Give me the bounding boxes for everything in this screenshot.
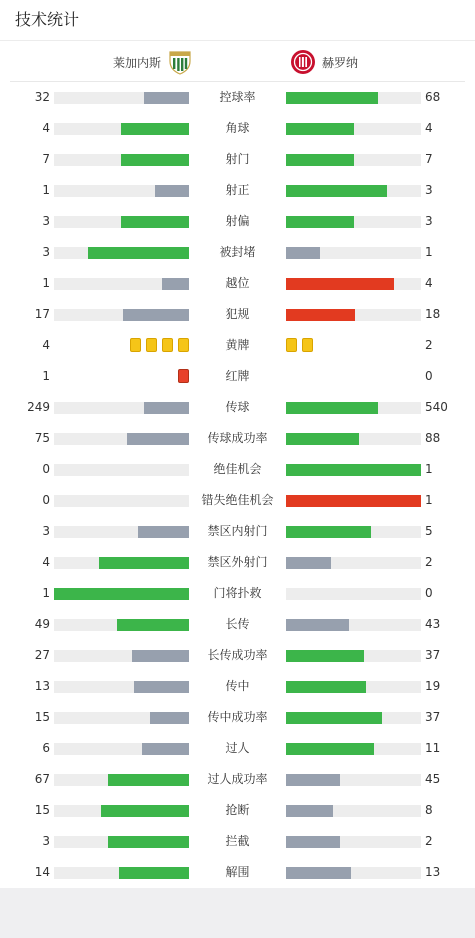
away-bar-fill xyxy=(286,805,333,817)
home-red-cards xyxy=(178,369,189,383)
away-yellow-cards xyxy=(286,338,313,352)
away-bar-track xyxy=(286,123,421,135)
stat-label: 禁区内射门 xyxy=(207,524,268,538)
away-bar-track xyxy=(286,557,421,569)
stat-label: 禁区外射门 xyxy=(207,555,268,569)
home-bar-fill xyxy=(127,433,189,445)
away-bar-track xyxy=(286,650,421,662)
stats-list xyxy=(0,82,475,888)
home-value: 32 xyxy=(34,90,50,104)
away-bar-track xyxy=(286,464,421,476)
home-bar-track xyxy=(54,154,189,166)
stat-label: 射偏 xyxy=(225,214,250,228)
stat-label: 错失绝佳机会 xyxy=(201,493,274,507)
away-bar-track xyxy=(286,836,421,848)
home-bar-fill xyxy=(119,867,189,879)
away-bar-fill xyxy=(286,216,354,228)
girona-crest-icon xyxy=(290,49,316,75)
stat-label: 过人成功率 xyxy=(207,772,268,786)
teams-header xyxy=(10,41,465,82)
away-bar-fill xyxy=(286,154,354,166)
stat-row xyxy=(0,206,475,237)
home-bar-track xyxy=(54,495,189,507)
home-bar-fill xyxy=(155,185,189,197)
yellow-card-icon xyxy=(162,338,173,352)
away-bar-track xyxy=(286,433,421,445)
home-value: 249 xyxy=(27,400,50,414)
home-bar-track xyxy=(54,712,189,724)
away-bar-track xyxy=(286,588,421,600)
home-team-name: 莱加内斯 xyxy=(112,55,161,70)
away-bar-fill xyxy=(286,557,331,569)
away-bar-track xyxy=(286,495,421,507)
away-value: 88 xyxy=(425,431,441,445)
home-value: 67 xyxy=(34,772,50,786)
home-bar-track xyxy=(54,619,189,631)
stat-label: 红牌 xyxy=(225,369,250,383)
stat-label: 传球 xyxy=(225,400,250,414)
stat-row xyxy=(0,330,475,361)
home-bar-track xyxy=(54,557,189,569)
stat-row xyxy=(0,175,475,206)
stat-label: 角球 xyxy=(225,121,250,135)
home-bar-fill xyxy=(138,526,189,538)
away-bar-fill xyxy=(286,433,359,445)
stat-label: 黄牌 xyxy=(225,338,250,352)
stat-row xyxy=(0,671,475,702)
home-value: 1 xyxy=(42,183,50,197)
home-bar-track xyxy=(54,309,189,321)
yellow-card-icon xyxy=(286,338,297,352)
stat-label: 拦截 xyxy=(225,834,250,848)
away-bar-fill xyxy=(286,712,382,724)
stat-row xyxy=(0,826,475,857)
away-value: 0 xyxy=(425,586,433,600)
away-bar-track xyxy=(286,247,421,259)
home-bar-fill xyxy=(88,247,189,259)
home-value: 4 xyxy=(42,338,50,352)
yellow-card-icon xyxy=(146,338,157,352)
home-bar-fill xyxy=(142,743,189,755)
away-value: 2 xyxy=(425,338,433,352)
away-value: 1 xyxy=(425,462,433,476)
home-bar-track xyxy=(54,867,189,879)
stat-row xyxy=(0,299,475,330)
home-bar-track xyxy=(54,588,189,600)
home-bar-track xyxy=(54,216,189,228)
away-bar-track xyxy=(286,619,421,631)
home-bar-fill xyxy=(54,588,189,600)
away-bar-fill xyxy=(286,309,355,321)
away-bar-fill xyxy=(286,774,340,786)
stat-label: 射门 xyxy=(225,152,250,166)
home-value: 27 xyxy=(34,648,50,662)
stat-label: 长传 xyxy=(225,617,250,631)
away-bar-fill xyxy=(286,402,378,414)
home-bar-fill xyxy=(121,216,189,228)
away-bar-track xyxy=(286,743,421,755)
away-bar-track xyxy=(286,278,421,290)
home-value: 3 xyxy=(42,834,50,848)
stat-label: 抢断 xyxy=(225,803,250,817)
leganes-crest-icon xyxy=(167,49,193,75)
away-value: 5 xyxy=(425,524,433,538)
away-bar-track xyxy=(286,712,421,724)
away-value: 18 xyxy=(425,307,441,321)
yellow-card-icon xyxy=(302,338,313,352)
away-bar-fill xyxy=(286,464,421,476)
home-value: 75 xyxy=(34,431,50,445)
away-bar-fill xyxy=(286,247,320,259)
home-team[interactable] xyxy=(113,49,193,75)
away-value: 2 xyxy=(425,555,433,569)
home-bar-track xyxy=(54,433,189,445)
home-bar-fill xyxy=(108,836,189,848)
stat-row xyxy=(0,764,475,795)
away-bar-track xyxy=(286,805,421,817)
home-value: 17 xyxy=(34,307,50,321)
away-bar-track xyxy=(286,867,421,879)
stat-row xyxy=(0,423,475,454)
home-bar-fill xyxy=(108,774,189,786)
home-yellow-cards xyxy=(130,338,189,352)
stat-label: 越位 xyxy=(225,276,250,290)
away-bar-fill xyxy=(286,743,374,755)
away-bar-track xyxy=(286,774,421,786)
away-value: 37 xyxy=(425,710,441,724)
home-bar-track xyxy=(54,92,189,104)
away-value: 0 xyxy=(425,369,433,383)
away-value: 1 xyxy=(425,493,433,507)
away-team[interactable] xyxy=(290,49,358,75)
stat-row xyxy=(0,609,475,640)
away-bar-fill xyxy=(286,619,349,631)
stat-row xyxy=(0,237,475,268)
away-bar-fill xyxy=(286,92,378,104)
yellow-card-icon xyxy=(178,338,189,352)
away-bar-fill xyxy=(286,650,364,662)
red-card-icon xyxy=(178,369,189,383)
stat-label: 犯规 xyxy=(225,307,250,321)
stat-row xyxy=(0,640,475,671)
away-value: 3 xyxy=(425,214,433,228)
home-value: 4 xyxy=(42,121,50,135)
away-value: 2 xyxy=(425,834,433,848)
away-bar-track xyxy=(286,92,421,104)
home-bar-fill xyxy=(132,650,189,662)
home-bar-fill xyxy=(101,805,189,817)
home-value: 15 xyxy=(34,803,50,817)
stat-row xyxy=(0,392,475,423)
home-bar-fill xyxy=(123,309,189,321)
page-title: 技术统计 xyxy=(0,0,475,41)
away-bar-track xyxy=(286,681,421,693)
stat-row xyxy=(0,795,475,826)
away-bar-fill xyxy=(286,526,371,538)
home-value: 49 xyxy=(34,617,50,631)
home-bar-track xyxy=(54,681,189,693)
stat-row xyxy=(0,516,475,547)
away-value: 11 xyxy=(425,741,441,755)
home-bar-track xyxy=(54,402,189,414)
away-bar-track xyxy=(286,216,421,228)
stat-label: 过人 xyxy=(225,741,250,755)
stat-label: 门将扑救 xyxy=(213,586,262,600)
away-bar-fill xyxy=(286,867,351,879)
home-bar-fill xyxy=(162,278,189,290)
stat-label: 绝佳机会 xyxy=(213,462,262,476)
stat-label: 射正 xyxy=(225,183,250,197)
home-bar-track xyxy=(54,836,189,848)
home-value: 1 xyxy=(42,276,50,290)
away-bar-track xyxy=(286,185,421,197)
home-value: 14 xyxy=(34,865,50,879)
home-bar-track xyxy=(54,526,189,538)
home-bar-track xyxy=(54,774,189,786)
home-bar-fill xyxy=(134,681,189,693)
away-value: 4 xyxy=(425,276,433,290)
home-value: 1 xyxy=(42,586,50,600)
stat-row xyxy=(0,361,475,392)
home-bar-track xyxy=(54,185,189,197)
away-value: 19 xyxy=(425,679,441,693)
home-bar-fill xyxy=(99,557,189,569)
away-bar-fill xyxy=(286,185,387,197)
yellow-card-icon xyxy=(130,338,141,352)
away-value: 3 xyxy=(425,183,433,197)
home-value: 3 xyxy=(42,214,50,228)
away-bar-fill xyxy=(286,278,394,290)
stat-row xyxy=(0,113,475,144)
stat-row xyxy=(0,144,475,175)
stat-row xyxy=(0,702,475,733)
stat-label: 长传成功率 xyxy=(207,648,268,662)
away-value: 37 xyxy=(425,648,441,662)
away-bar-track xyxy=(286,309,421,321)
away-bar-fill xyxy=(286,123,354,135)
away-bar-track xyxy=(286,154,421,166)
stat-label: 传球成功率 xyxy=(207,431,268,445)
stat-row xyxy=(0,857,475,888)
stat-row xyxy=(0,547,475,578)
home-value: 13 xyxy=(34,679,50,693)
away-bar-track xyxy=(286,402,421,414)
away-value: 13 xyxy=(425,865,441,879)
stat-row xyxy=(0,454,475,485)
away-value: 45 xyxy=(425,772,441,786)
home-bar-fill xyxy=(121,154,189,166)
home-value: 3 xyxy=(42,245,50,259)
away-value: 540 xyxy=(425,400,448,414)
stat-label: 传中成功率 xyxy=(207,710,268,724)
away-value: 1 xyxy=(425,245,433,259)
stat-row xyxy=(0,733,475,764)
stat-label: 解围 xyxy=(225,865,250,879)
away-bar-fill xyxy=(286,836,340,848)
home-value: 0 xyxy=(42,493,50,507)
home-bar-track xyxy=(54,805,189,817)
home-bar-track xyxy=(54,650,189,662)
home-bar-track xyxy=(54,464,189,476)
away-bar-fill xyxy=(286,495,421,507)
home-bar-fill xyxy=(117,619,189,631)
stat-row xyxy=(0,82,475,113)
home-bar-fill xyxy=(121,123,189,135)
stat-row xyxy=(0,485,475,516)
stat-row xyxy=(0,578,475,609)
home-bar-fill xyxy=(144,402,189,414)
home-value: 3 xyxy=(42,524,50,538)
away-value: 68 xyxy=(425,90,441,104)
stat-label: 传中 xyxy=(225,679,250,693)
away-bar-fill xyxy=(286,681,366,693)
home-bar-track xyxy=(54,123,189,135)
away-value: 4 xyxy=(425,121,433,135)
home-value: 4 xyxy=(42,555,50,569)
home-value: 1 xyxy=(42,369,50,383)
home-bar-track xyxy=(54,247,189,259)
stat-row xyxy=(0,268,475,299)
away-team-name: 赫罗纳 xyxy=(322,55,359,70)
stat-label: 被封堵 xyxy=(219,245,256,259)
home-bar-track xyxy=(54,743,189,755)
away-bar-track xyxy=(286,526,421,538)
home-bar-track xyxy=(54,278,189,290)
away-value: 43 xyxy=(425,617,441,631)
away-value: 7 xyxy=(425,152,433,166)
home-value: 6 xyxy=(42,741,50,755)
home-bar-fill xyxy=(150,712,189,724)
away-value: 8 xyxy=(425,803,433,817)
home-value: 7 xyxy=(42,152,50,166)
home-value: 0 xyxy=(42,462,50,476)
home-value: 15 xyxy=(34,710,50,724)
home-bar-fill xyxy=(144,92,189,104)
stat-label: 控球率 xyxy=(219,90,256,104)
